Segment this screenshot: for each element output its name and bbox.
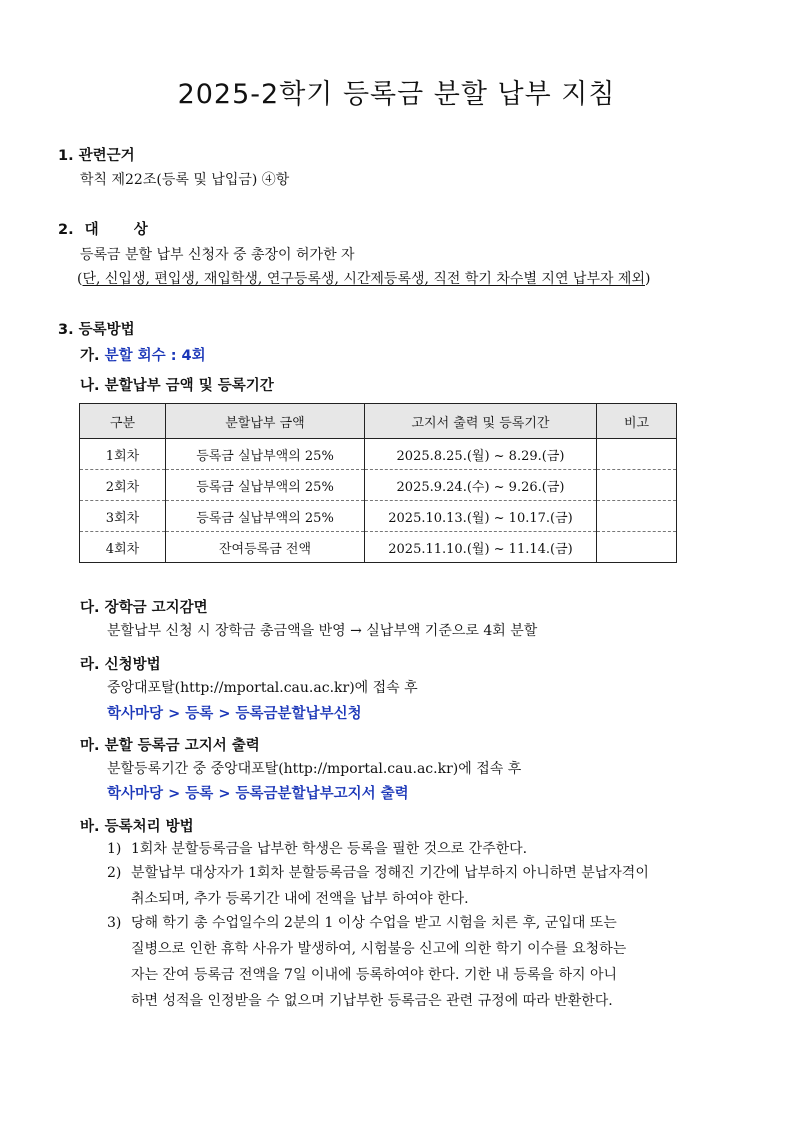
section-2-body: 등록금 분할 납부 신청자 중 총장이 허가한 자 xyxy=(80,247,355,263)
table-row xyxy=(80,501,677,532)
table-cell: 등록금 실납부액의 25% xyxy=(166,439,365,470)
subsection-ba-heading: 바. 등록처리 방법 xyxy=(80,819,194,835)
table-header: 분할납부 금액 xyxy=(166,404,365,439)
table-cell: 2025.9.24.(수) ~ 9.26.(금) xyxy=(365,470,597,501)
list-item xyxy=(107,910,702,1014)
subsection-na-heading: 나. 분할납부 금액 및 등록기간 xyxy=(80,378,274,394)
section-2-exclusion-note: 단, 신입생, 편입생, 재입학생, 연구등록생, 시간제등록생, 직전 학기 차수별 지연 납부자 제외 xyxy=(82,271,645,287)
bill-print-menu-path: 학사마당 > 등록 > 등록금분할납부고지서 출력 xyxy=(107,786,409,802)
scholarship-note: 분할납부 신청 시 장학금 총금액을 반영 → 실납부액 기준으로 4회 분할 xyxy=(107,623,538,639)
section-2-label-b: 상 xyxy=(133,222,148,238)
section-2-number: 2. xyxy=(58,222,74,238)
list-item-line: 당해 학기 총 수업일수의 2분의 1 이상 수업을 받고 시험을 치른 후, 군입대 또는 xyxy=(131,915,617,931)
table-cell xyxy=(597,532,677,563)
section-3-heading: 3. 등록방법 xyxy=(58,322,135,338)
table-cell: 4회차 xyxy=(80,532,166,563)
table-cell: 3회차 xyxy=(80,501,166,532)
table-cell xyxy=(597,470,677,501)
subsection-ga xyxy=(80,344,206,365)
list-item-line: 질병으로 인한 휴학 사유가 발생하여, 시험불응 신고에 의한 학기 이수를 요청하는 xyxy=(131,941,627,957)
list-item-number: 2) xyxy=(107,865,122,881)
table-row xyxy=(80,532,677,563)
table-cell: 2025.10.13.(월) ~ 10.17.(금) xyxy=(365,501,597,532)
document-title: 2025-2학기 등록금 분할 납부 지침 xyxy=(177,79,616,110)
list-item xyxy=(107,836,702,862)
table-cell: 등록금 실납부액의 25% xyxy=(166,470,365,501)
section-1-body: 학칙 제22조(등록 및 납입금) ④항 xyxy=(80,172,290,188)
list-item xyxy=(107,860,702,912)
bill-print-instruction: 분할등록기간 중 중앙대포탈(http://mportal.cau.ac.kr)에 접속 후 xyxy=(107,761,522,777)
table-cell xyxy=(597,439,677,470)
table-header: 비고 xyxy=(597,404,677,439)
table-cell xyxy=(597,501,677,532)
section-2-label-a: 대 xyxy=(84,222,99,238)
list-item-line: 분할납부 대상자가 1회차 분할등록금을 정해진 기간에 납부하지 아니하면 분납자격이 xyxy=(131,865,649,881)
installment-schedule-table xyxy=(79,403,677,563)
table-cell: 등록금 실납부액의 25% xyxy=(166,501,365,532)
table-row xyxy=(80,439,677,470)
list-item-line: 자는 잔여 등록금 전액을 7일 이내에 등록하여야 한다. 기한 내 등록을 하지 아니 xyxy=(131,967,618,983)
section-2-note xyxy=(77,268,650,288)
table-row xyxy=(80,470,677,501)
list-item-line: 1회차 분할등록금을 납부한 학생은 등록을 필한 것으로 간주한다. xyxy=(131,841,528,857)
table-cell: 잔여등록금 전액 xyxy=(166,532,365,563)
list-item-line: 취소되며, 추가 등록기간 내에 전액을 납부 하여야 한다. xyxy=(131,891,469,907)
table-header: 구분 xyxy=(80,404,166,439)
table-header-row xyxy=(80,404,677,439)
subsection-da-heading: 다. 장학금 고지감면 xyxy=(80,600,208,616)
list-item-number: 1) xyxy=(107,841,122,857)
note-close-paren: ) xyxy=(644,271,651,287)
table-header: 고지서 출력 및 등록기간 xyxy=(365,404,597,439)
subsection-ga-label: 가. xyxy=(80,348,100,364)
table-cell: 2025.8.25.(월) ~ 8.29.(금) xyxy=(365,439,597,470)
list-item-line: 하면 성적을 인정받을 수 없으며 기납부한 등록금은 관련 규정에 따라 반환한다. xyxy=(131,993,613,1009)
application-menu-path: 학사마당 > 등록 > 등록금분할납부신청 xyxy=(107,706,362,722)
section-2-heading xyxy=(58,218,148,239)
subsection-ra-heading: 라. 신청방법 xyxy=(80,657,161,673)
note-open-paren: ( xyxy=(77,271,83,287)
table-cell: 2025.11.10.(월) ~ 11.14.(금) xyxy=(365,532,597,563)
table-cell: 2회차 xyxy=(80,470,166,501)
installment-count: 분할 회수 : 4회 xyxy=(104,348,206,364)
subsection-ma-heading: 마. 분할 등록금 고지서 출력 xyxy=(80,738,260,754)
list-item-number: 3) xyxy=(107,915,122,931)
section-1-heading: 1. 관련근거 xyxy=(58,148,135,164)
table-cell: 1회차 xyxy=(80,439,166,470)
application-instruction: 중앙대포탈(http://mportal.cau.ac.kr)에 접속 후 xyxy=(107,680,418,696)
